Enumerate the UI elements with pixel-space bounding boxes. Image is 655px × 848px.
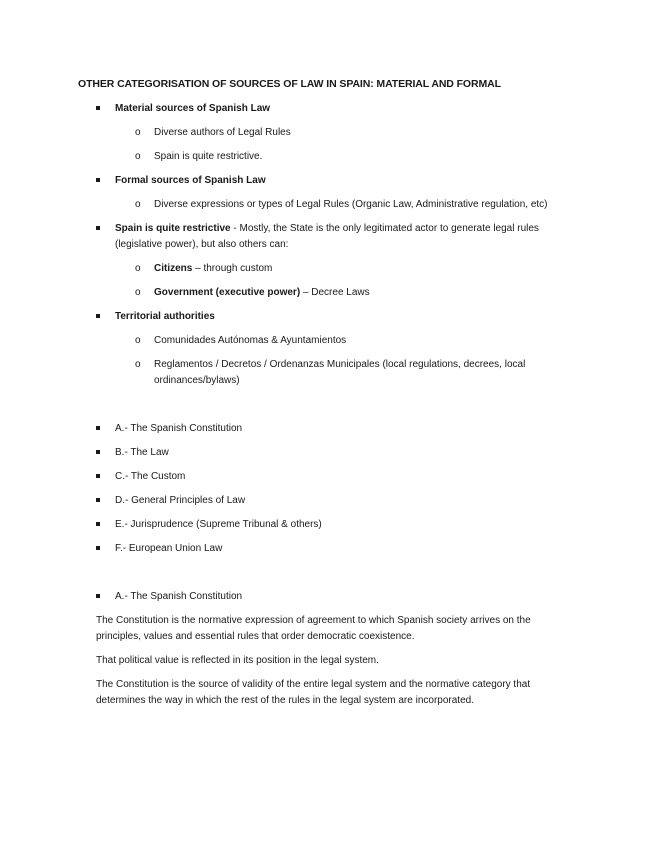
source-item-text: A.- The Spanish Constitution bbox=[115, 423, 243, 434]
section-heading-text: A.- The Spanish Constitution bbox=[115, 591, 243, 602]
square-bullet-icon bbox=[96, 314, 100, 318]
square-bullet-icon bbox=[96, 474, 100, 478]
square-bullet-icon bbox=[96, 226, 100, 230]
sub-bullet-text: Spain is quite restrictive. bbox=[154, 151, 263, 162]
sub-bullet-rest: – Decree Laws bbox=[300, 287, 370, 298]
square-bullet-icon bbox=[96, 106, 100, 110]
square-bullet-icon bbox=[96, 546, 100, 550]
bullet-heading: Formal sources of Spanish Law bbox=[115, 175, 266, 186]
square-bullet-icon bbox=[96, 498, 100, 502]
circle-bullet-icon: o bbox=[135, 359, 141, 370]
document-title: OTHER CATEGORISATION OF SOURCES OF LAW IN SPAIN: MATERIAL AND FORMAL bbox=[78, 78, 501, 90]
source-item-text: D.- General Principles of Law bbox=[115, 495, 246, 506]
paragraph: That political value is reflected in its position in the legal system. bbox=[96, 655, 379, 666]
source-item-text: F.- European Union Law bbox=[115, 543, 223, 554]
bullet-heading: Material sources of Spanish Law bbox=[115, 103, 271, 114]
sub-bullet-text bbox=[154, 261, 569, 277]
bullet-bold-lead: Spain is quite restrictive bbox=[115, 223, 231, 234]
paragraph: The Constitution is the source of validity of the entire legal system and the normative category that determines the way in which the rest of the rules in the legal system are incorporated. bbox=[96, 679, 531, 706]
bullet-heading: Territorial authorities bbox=[115, 311, 215, 322]
sub-bullet-rest: – through custom bbox=[192, 263, 273, 274]
sub-bullet-text: Diverse expressions or types of Legal Rules (Organic Law, Administrative regulation, etc) bbox=[154, 199, 548, 210]
circle-bullet-icon: o bbox=[135, 127, 141, 138]
circle-bullet-icon: o bbox=[135, 199, 141, 210]
square-bullet-icon bbox=[96, 178, 100, 182]
sub-bullet-bold: Government (executive power) bbox=[154, 287, 301, 298]
sub-bullet-text bbox=[154, 285, 569, 301]
paragraph: The Constitution is the normative expression of agreement to which Spanish society arrives on the principles, values and essential rules that order democratic coexistence. bbox=[96, 615, 531, 642]
circle-bullet-icon: o bbox=[135, 287, 141, 298]
square-bullet-icon bbox=[96, 594, 100, 598]
bullet-rest: - Mostly, the State is the only legitimated actor to generate legal rules (legislative power), but also others can: bbox=[115, 223, 539, 250]
sub-bullet-bold: Citizens bbox=[154, 263, 193, 274]
source-item-text: E.- Jurisprudence (Supreme Tribunal & others) bbox=[115, 519, 322, 530]
circle-bullet-icon: o bbox=[135, 335, 141, 346]
bullet-text bbox=[115, 221, 570, 253]
square-bullet-icon bbox=[96, 426, 100, 430]
source-item-text: C.- The Custom bbox=[115, 471, 186, 482]
sub-bullet-text: Diverse authors of Legal Rules bbox=[154, 127, 291, 138]
sub-bullet-text: Reglamentos / Decretos / Ordenanzas Municipales (local regulations, decrees, local ordinances/bylaws) bbox=[154, 359, 526, 386]
source-item-text: B.- The Law bbox=[115, 447, 169, 458]
circle-bullet-icon: o bbox=[135, 151, 141, 162]
square-bullet-icon bbox=[96, 522, 100, 526]
sub-bullet-text: Comunidades Autónomas & Ayuntamientos bbox=[154, 335, 347, 346]
circle-bullet-icon: o bbox=[135, 263, 141, 274]
square-bullet-icon bbox=[96, 450, 100, 454]
